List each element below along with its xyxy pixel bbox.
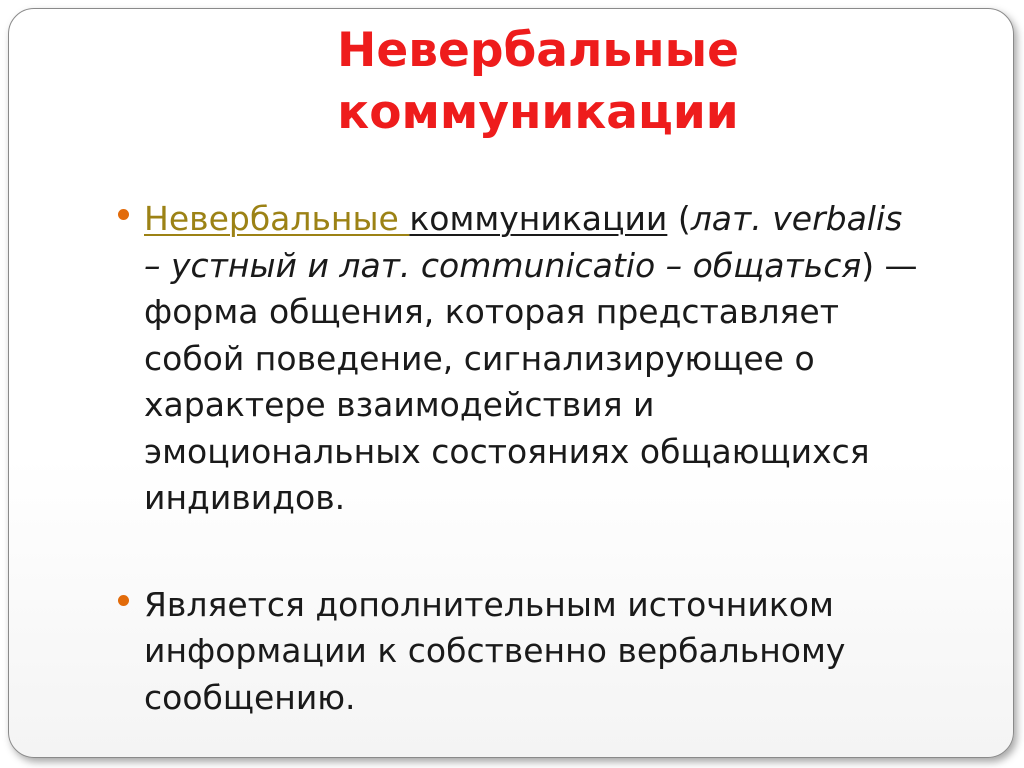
bullet-item-definition — [118, 196, 918, 522]
latin-etymology: лат. verbalis – устный и лат. communicatio – общаться — [144, 199, 903, 285]
bullet-list — [118, 196, 918, 721]
slide-title — [0, 20, 1024, 144]
bullet-item-additional-source — [118, 582, 918, 722]
bullet-dot-icon — [118, 595, 129, 606]
bullet-dot-icon — [118, 209, 129, 220]
link-neverbalnye[interactable]: Невербальные — [144, 199, 410, 238]
slide-title-line-2: коммуникации — [337, 85, 739, 140]
definition-text: ) — форма общения, которая представляет собой поведение, сигнализирующее о характере взаимодействия и эмоциональных состояниях общающихся индивидов. — [144, 245, 918, 517]
link-kommunikacii[interactable]: коммуникации — [409, 199, 668, 238]
slide-title-line-1: Невербальные — [336, 23, 739, 78]
bullet-text: Является дополнительным источником информации к собственно вербальному сообщению. — [144, 584, 846, 717]
paren-open: ( — [667, 199, 691, 238]
